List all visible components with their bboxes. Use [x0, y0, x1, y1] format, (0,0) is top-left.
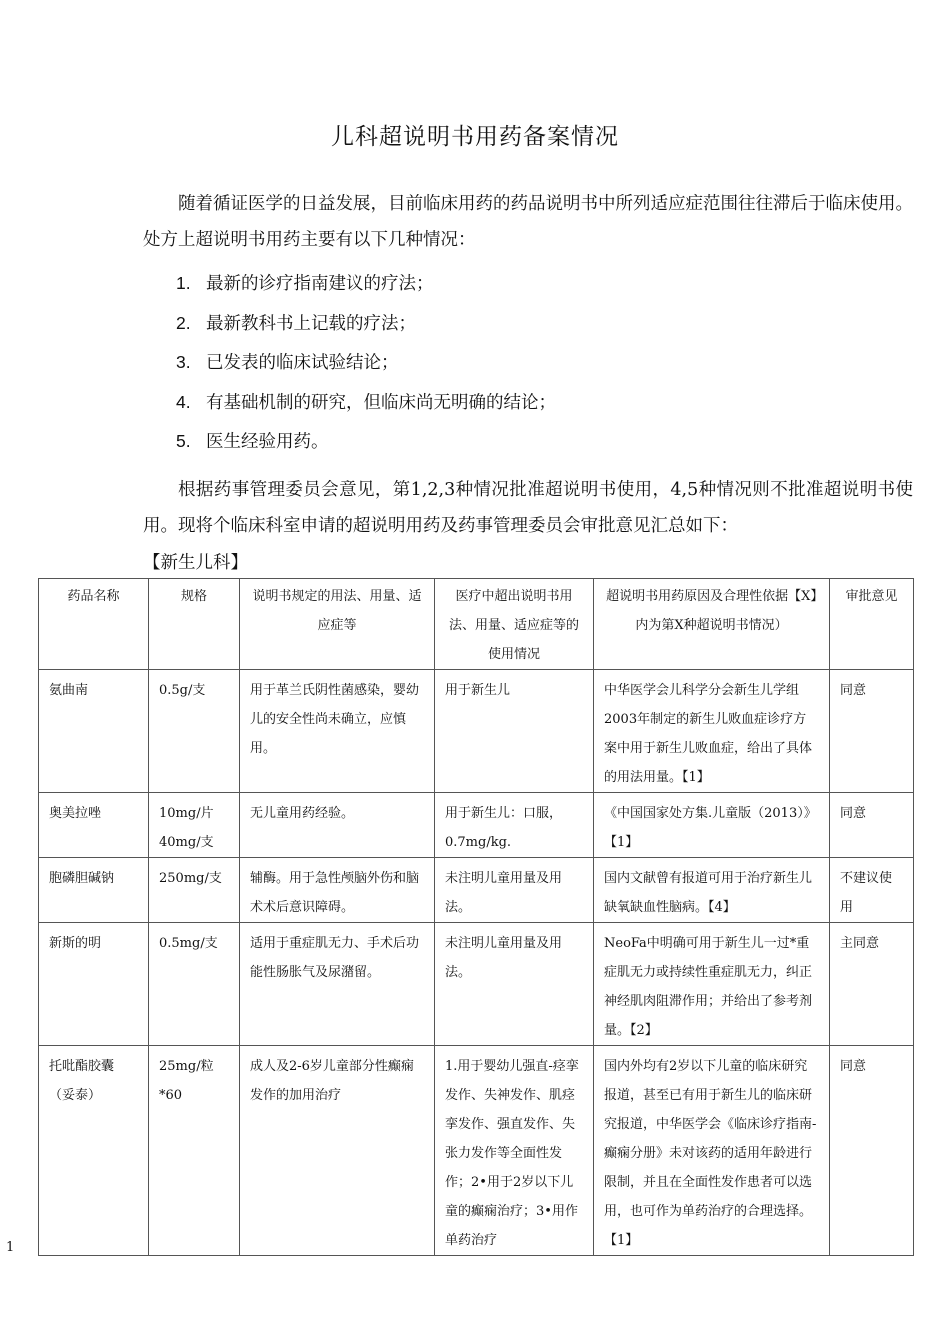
cell-opinion: 主同意 [830, 923, 914, 1046]
list-item [176, 304, 556, 344]
list-number: 1. [176, 273, 191, 293]
cell-off-label-use: 未注明儿童用量及用法。 [435, 858, 594, 923]
table-header-row [39, 579, 914, 670]
header-rationale: 超说明书用药原因及合理性依据【X】内为第X种超说明书情况） [594, 579, 830, 670]
cell-spec: 0.5mg/支 [149, 923, 240, 1046]
cell-off-label-use: 用于新生儿：口服，0.7mg/kg. [435, 793, 594, 858]
list-item [176, 422, 556, 462]
intro-paragraph: 随着循证医学的日益发展，目前临床用药的药品说明书中所列适应症范围往往滞后于临床使用。处方上超说明书用药主要有以下几种情况： [143, 194, 913, 250]
cell-spec: 0.5g/支 [149, 670, 240, 793]
cell-rationale: 《中国国家处方集.儿童版（2013）》【1】 [594, 793, 830, 858]
cell-rationale: NeoFa中明确可用于新生儿一过*重症肌无力或持续性重症肌无力，纠正神经肌肉阻滞作用；并给出了参考剂量。【2】 [594, 923, 830, 1046]
list-text: 已发表的临床试验结论； [206, 353, 399, 373]
cell-label-use: 无儿童用药经验。 [240, 793, 435, 858]
conclusion-paragraph: 根据药事管理委员会意见，第1,2,3种情况批准超说明书使用，4,5种情况则不批准超说明书使用。现将个临床科室申请的超说明用药及药事管理委员会审批意见汇总如下： [143, 480, 913, 536]
table-row [39, 793, 914, 858]
cell-label-use: 辅酶。用于急性颅脑外伤和脑术术后意识障碍。 [240, 858, 435, 923]
cell-opinion: 同意 [830, 793, 914, 858]
cell-drug-name: 奥美拉唑 [39, 793, 149, 858]
page-title: 儿科超说明书用药备案情况 [331, 124, 619, 150]
drug-table [38, 578, 914, 1256]
cell-drug-name: 氨曲南 [39, 670, 149, 793]
situation-list [176, 264, 556, 462]
list-number: 5. [176, 431, 191, 451]
cell-spec: 250mg/支 [149, 858, 240, 923]
list-item [176, 264, 556, 304]
cell-opinion: 不建议使用 [830, 858, 914, 923]
cell-label-use: 适用于重症肌无力、手术后功能性肠胀气及尿潴留。 [240, 923, 435, 1046]
cell-off-label-use: 1.用于婴幼儿强直-痉挛发作、失神发作、肌痉挛发作、强直发作、失张力发作等全面性发作；2•用于2岁以下儿童的癫痫治疗；3•用作单药治疗 [435, 1046, 594, 1256]
cell-rationale: 国内外均有2岁以下儿童的临床研究报道，甚至已有用于新生儿的临床研究报道，中华医学会《临床诊疗指南-癫痫分册》未对该药的适用年龄进行限制，并且在全面性发作患者可以选用，也可作为单药治疗的合理选择。【1】 [594, 1046, 830, 1256]
header-spec: 规格 [149, 579, 240, 670]
list-text: 最新的诊疗指南建议的疗法； [206, 274, 434, 294]
header-opinion: 审批意见 [830, 579, 914, 670]
cell-label-use: 成人及2-6岁儿童部分性癫痫发作的加用治疗 [240, 1046, 435, 1256]
cell-drug-name: 托吡酯胶囊（妥泰） [39, 1046, 149, 1256]
cell-drug-name: 新斯的明 [39, 923, 149, 1046]
cell-rationale: 国内文献曾有报道可用于治疗新生儿缺氧缺血性脑病。【4】 [594, 858, 830, 923]
table-row [39, 670, 914, 793]
cell-rationale: 中华医学会儿科学分会新生儿学组2003年制定的新生儿败血症诊疗方案中用于新生儿败血症，给出了具体的用法用量。【1】 [594, 670, 830, 793]
list-number: 2. [176, 312, 191, 333]
list-text: 最新教科书上记载的疗法； [206, 313, 416, 334]
list-text: 医生经验用药。 [206, 432, 329, 452]
cell-label-use: 用于革兰氏阴性菌感染，婴幼儿的安全性尚未确立，应慎用。 [240, 670, 435, 793]
cell-opinion: 同意 [830, 1046, 914, 1256]
header-label-use: 说明书规定的用法、用量、适应症等 [240, 579, 435, 670]
header-off-label-use: 医疗中超出说明书用法、用量、适应症等的使用情况 [435, 579, 594, 670]
table-row [39, 1046, 914, 1256]
list-number: 3. [176, 352, 191, 372]
table-row [39, 923, 914, 1046]
cell-opinion: 同意 [830, 670, 914, 793]
cell-off-label-use: 未注明儿童用量及用法。 [435, 923, 594, 1046]
list-item [176, 343, 556, 383]
cell-spec: 25mg/粒*60 [149, 1046, 240, 1256]
list-item [176, 383, 556, 423]
table-row [39, 858, 914, 923]
cell-spec: 10mg/片 40mg/支 [149, 793, 240, 858]
cell-drug-name: 胞磷胆碱钠 [39, 858, 149, 923]
list-number: 4. [176, 391, 191, 412]
page-number: 1 [6, 1240, 15, 1255]
list-text: 有基础机制的研究，但临床尚无明确的结论； [206, 392, 556, 413]
cell-off-label-use: 用于新生儿 [435, 670, 594, 793]
header-drug-name: 药品名称 [39, 579, 149, 670]
section-title: 【新生儿科】 [143, 553, 248, 573]
